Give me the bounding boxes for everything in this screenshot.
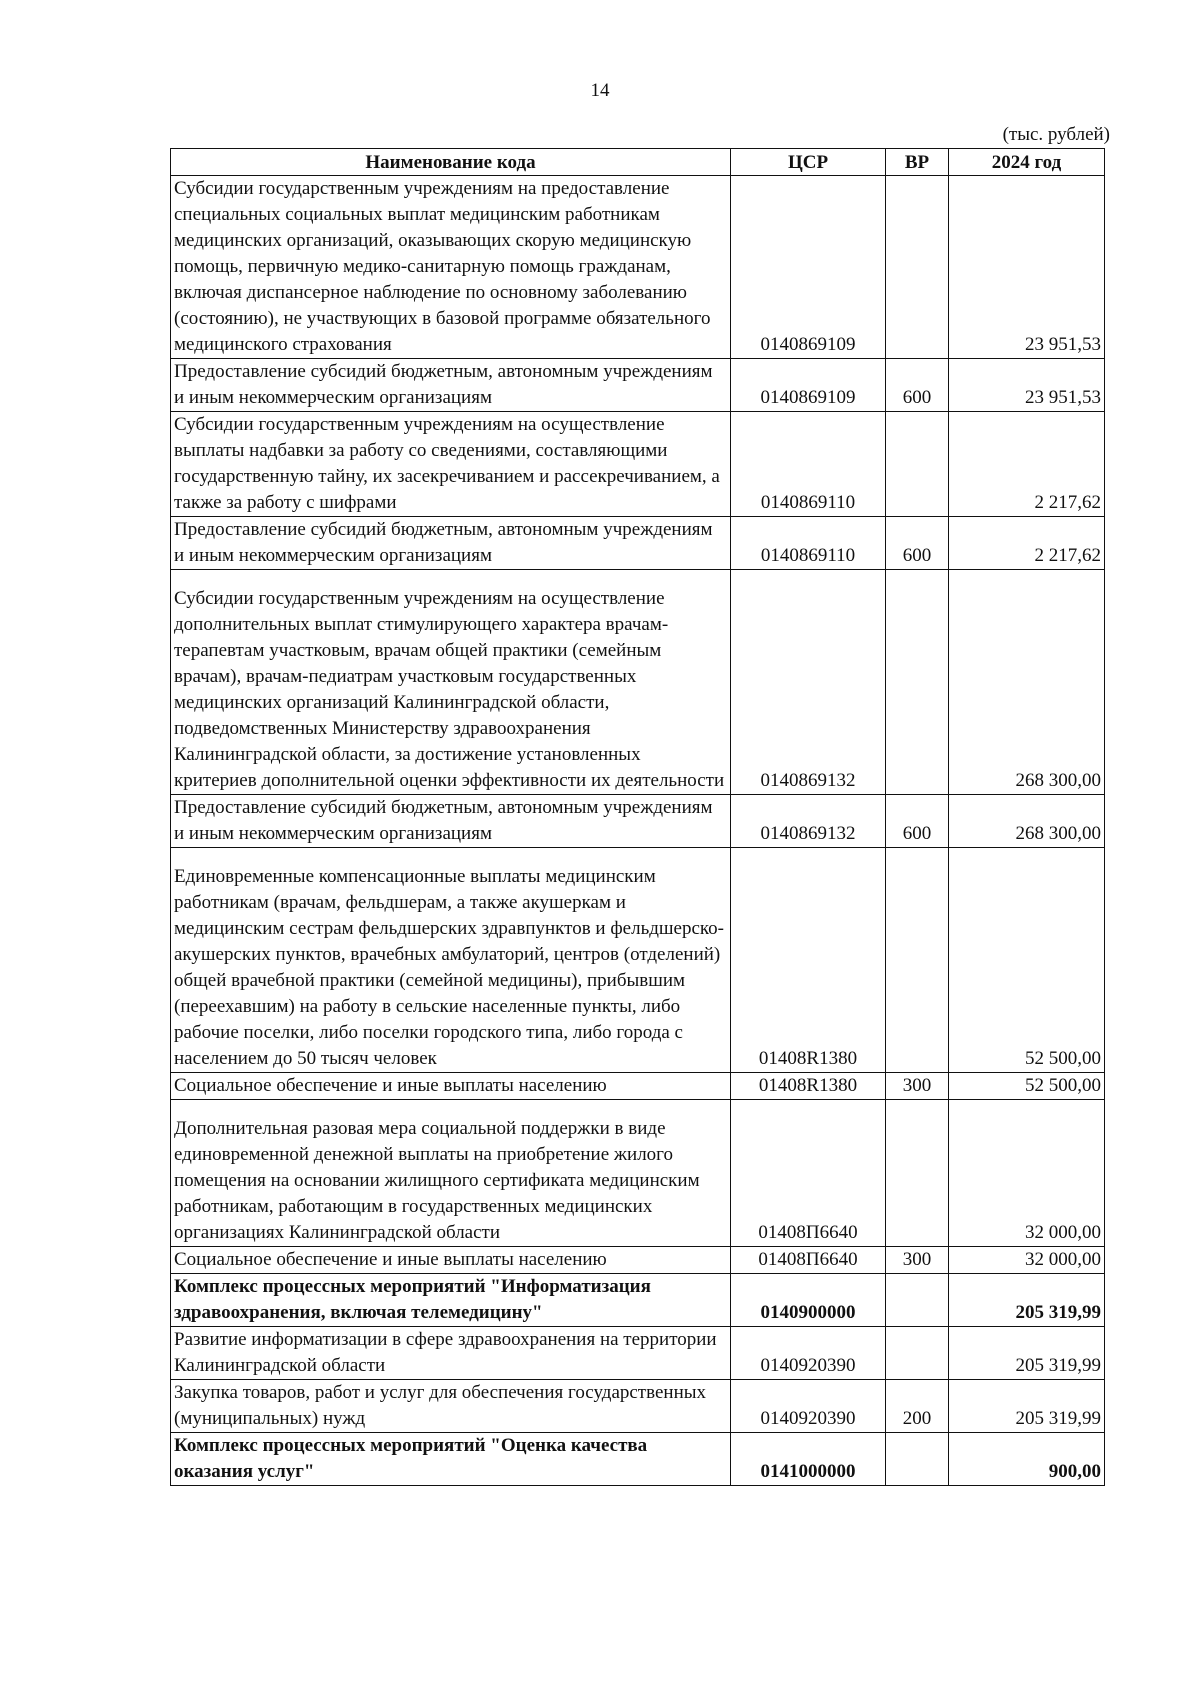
row-vr — [886, 848, 949, 1073]
row-vr — [886, 1100, 949, 1247]
row-name: Единовременные компенсационные выплаты медицинским работникам (врачам, фельдшерам, а также акушеркам и медицинским сестрам фельдшерских здравпунктов и фельдшерско-акушерских пунктов, врачебных амбулаторий, центров (отделений) общей врачебной практики (семейной медицины), прибывшим (переехавшим) на работу в сельские населенные пункты, либо рабочие поселки, либо поселки городского типа, либо города с населением до 50 тысяч человек — [171, 848, 731, 1073]
row-csr: 0140920390 — [731, 1380, 886, 1433]
row-name: Закупка товаров, работ и услуг для обеспечения государственных (муниципальных) нужд — [171, 1380, 731, 1433]
header-name: Наименование кода — [171, 149, 731, 176]
row-amount: 268 300,00 — [949, 795, 1105, 848]
row-csr: 01408R1380 — [731, 848, 886, 1073]
row-name: Дополнительная разовая мера социальной поддержки в виде единовременной денежной выплаты на приобретение жилого помещения на основании жилищного сертификата медицинским работникам, работающим в государственных медицинских организациях Калининградской области — [171, 1100, 731, 1247]
row-amount: 2 217,62 — [949, 517, 1105, 570]
table-row — [171, 795, 1105, 848]
row-csr: 01408П6640 — [731, 1247, 886, 1274]
row-vr — [886, 1433, 949, 1486]
row-csr: 0140869132 — [731, 795, 886, 848]
row-name: Социальное обеспечение и иные выплаты населению — [171, 1073, 731, 1100]
row-csr: 01408П6640 — [731, 1100, 886, 1247]
row-vr: 600 — [886, 517, 949, 570]
row-amount: 32 000,00 — [949, 1247, 1105, 1274]
row-name: Субсидии государственным учреждениям на осуществление выплаты надбавки за работу со сведениями, составляющими государственную тайну, их засекречиванием и рассекречиванием, а также за работу с шифрами — [171, 412, 731, 517]
units-label: (тыс. рублей) — [1002, 124, 1110, 145]
table-row — [171, 359, 1105, 412]
budget-table — [170, 148, 1105, 1486]
row-name: Комплекс процессных мероприятий "Оценка качества оказания услуг" — [171, 1433, 731, 1486]
row-csr: 0140900000 — [731, 1274, 886, 1327]
row-amount: 900,00 — [949, 1433, 1105, 1486]
row-csr: 0140869110 — [731, 517, 886, 570]
row-csr: 0141000000 — [731, 1433, 886, 1486]
table-row — [171, 412, 1105, 517]
row-csr: 0140869110 — [731, 412, 886, 517]
table-body — [171, 176, 1105, 1486]
row-name: Развитие информатизации в сфере здравоохранения на территории Калининградской области — [171, 1327, 731, 1380]
page-number: 14 — [590, 80, 610, 101]
row-vr — [886, 1274, 949, 1327]
row-vr: 600 — [886, 359, 949, 412]
row-amount: 23 951,53 — [949, 176, 1105, 359]
row-name: Субсидии государственным учреждениям на осуществление дополнительных выплат стимулирующего характера врачам-терапевтам участковым, врачам общей практики (семейным врачам), врачам-педиатрам участковым государственных медицинских организаций Калининградской области, подведомственных Министерству здравоохранения Калининградской области, за достижение установленных критериев дополнительной оценки эффективности их деятельности — [171, 570, 731, 795]
row-csr: 0140869132 — [731, 570, 886, 795]
row-vr: 600 — [886, 795, 949, 848]
row-amount: 52 500,00 — [949, 848, 1105, 1073]
row-csr: 0140869109 — [731, 176, 886, 359]
row-name: Социальное обеспечение и иные выплаты населению — [171, 1247, 731, 1274]
table-row — [171, 848, 1105, 1073]
table-row — [171, 1100, 1105, 1247]
row-vr: 300 — [886, 1247, 949, 1274]
row-amount: 205 319,99 — [949, 1274, 1105, 1327]
table-header-row — [171, 149, 1105, 176]
row-csr: 01408R1380 — [731, 1073, 886, 1100]
table-row — [171, 1274, 1105, 1327]
row-amount: 52 500,00 — [949, 1073, 1105, 1100]
row-amount: 23 951,53 — [949, 359, 1105, 412]
row-amount: 205 319,99 — [949, 1380, 1105, 1433]
row-name: Предоставление субсидий бюджетным, автономным учреждениям и иным некоммерческим организациям — [171, 359, 731, 412]
header-csr: ЦСР — [731, 149, 886, 176]
header-year: 2024 год — [949, 149, 1105, 176]
row-name: Субсидии государственным учреждениям на предоставление специальных социальных выплат медицинским работникам медицинских организаций, оказывающих скорую медицинскую помощь, первичную медико-санитарную помощь гражданам, включая диспансерное наблюдение по основному заболеванию (состоянию), не участвующих в базовой программе обязательного медицинского страхования — [171, 176, 731, 359]
header-vr: ВР — [886, 149, 949, 176]
row-vr: 200 — [886, 1380, 949, 1433]
row-vr: 300 — [886, 1073, 949, 1100]
table-row — [171, 176, 1105, 359]
row-vr — [886, 412, 949, 517]
row-amount: 268 300,00 — [949, 570, 1105, 795]
row-vr — [886, 176, 949, 359]
table-row — [171, 1073, 1105, 1100]
row-vr — [886, 570, 949, 795]
row-amount: 205 319,99 — [949, 1327, 1105, 1380]
table-row — [171, 1327, 1105, 1380]
row-csr: 0140869109 — [731, 359, 886, 412]
row-vr — [886, 1327, 949, 1380]
row-name: Предоставление субсидий бюджетным, автономным учреждениям и иным некоммерческим организациям — [171, 795, 731, 848]
row-name: Предоставление субсидий бюджетным, автономным учреждениям и иным некоммерческим организациям — [171, 517, 731, 570]
row-amount: 32 000,00 — [949, 1100, 1105, 1247]
table-row — [171, 1247, 1105, 1274]
table-row — [171, 1380, 1105, 1433]
table-row — [171, 1433, 1105, 1486]
table-row — [171, 570, 1105, 795]
table-row — [171, 517, 1105, 570]
row-csr: 0140920390 — [731, 1327, 886, 1380]
row-amount: 2 217,62 — [949, 412, 1105, 517]
row-name: Комплекс процессных мероприятий "Информатизация здравоохранения, включая телемедицину" — [171, 1274, 731, 1327]
